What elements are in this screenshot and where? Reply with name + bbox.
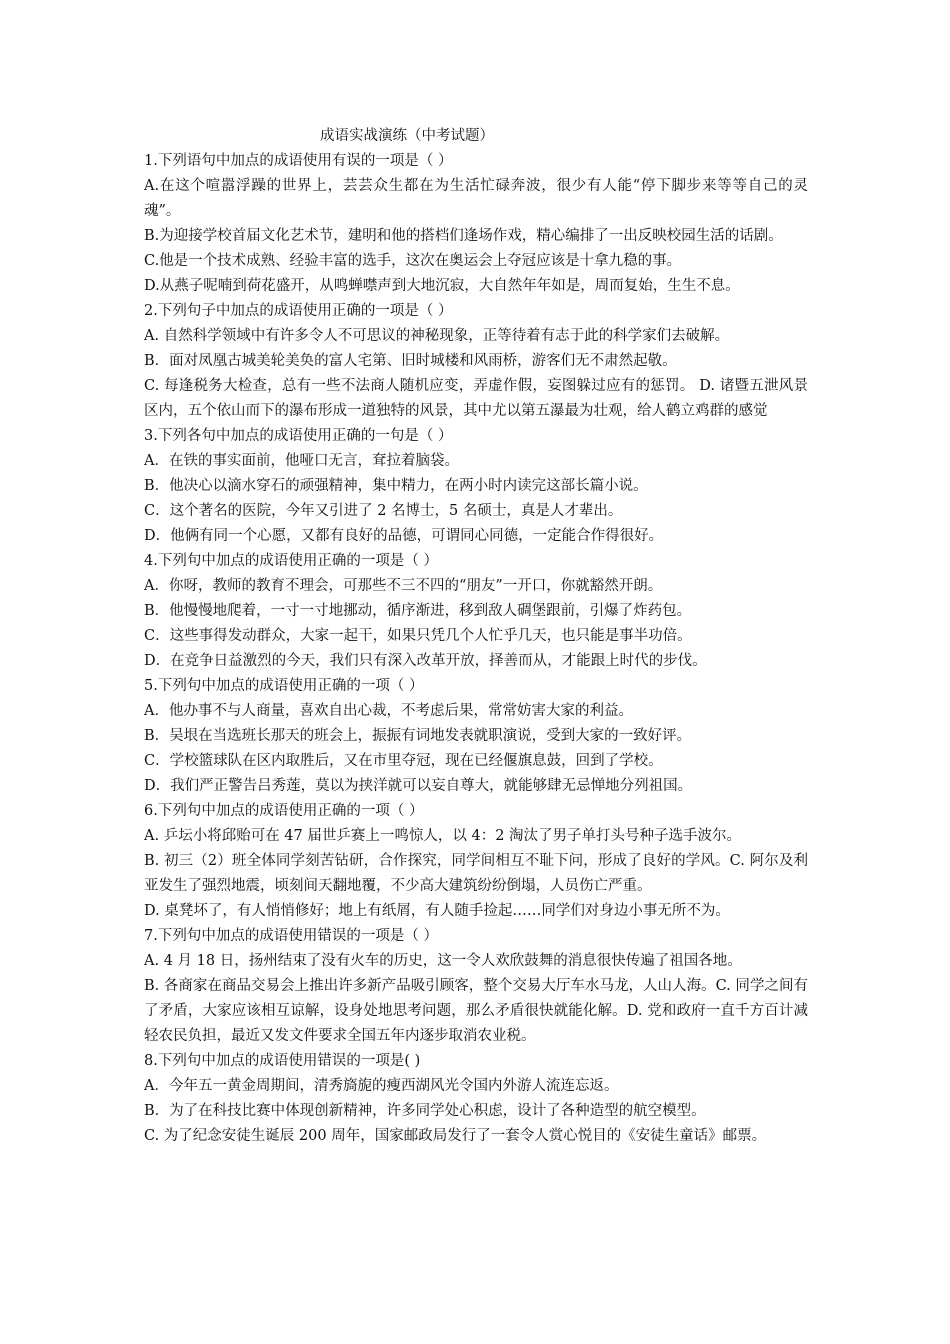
- question-1-option-d: D.从燕子呢喃到荷花盛开，从鸣蝉噤声到大地沉寂，大自然年年如是，周而复始，生生不息。: [144, 278, 740, 294]
- question-8-option-a: A．今年五一黄金周期间，清秀旖旎的瘦西湖风光令国内外游人流连忘返。: [144, 1078, 619, 1094]
- question-5-option-a: A．他办事不与人商量，喜欢自出心裁，不考虑后果，常常妨害大家的利益。: [144, 703, 633, 719]
- question-7-option-a: A. 4 月 18 日，扬州结束了没有火车的历史，这一令人欢欣鼓舞的消息很快传遍了祖国各地。: [144, 953, 742, 969]
- question-3-option-b: B．他决心以滴水穿石的顽强精神，集中精力，在两小时内读完这部长篇小说。: [144, 478, 648, 494]
- question-3-option-a: A．在铁的事实面前，他哑口无言，耷拉着脑袋。: [144, 453, 459, 469]
- question-6-option-a: A. 乒坛小将邱贻可在 47 届世乒赛上一鸣惊人，以 4：2 淘汰了男子单打头号种子选手波尔。: [144, 828, 742, 844]
- question-1-option-a: A.在这个喧嚣浮躁的世界上，芸芸众生都在为生活忙碌奔波，很少有人能“停下脚步来等等自己的灵魂”。: [144, 178, 808, 219]
- question-5-stem: 5.下列句中加点的成语使用正确的一项（ ）: [144, 678, 424, 694]
- document-page: [144, 124, 808, 1149]
- question-3-stem: 3.下列各句中加点的成语使用正确的一句是（ ）: [144, 428, 453, 444]
- question-6-stem: 6.下列句中加点的成语使用正确的一项（ ）: [144, 803, 424, 819]
- question-7-option-b-c-d: B. 各商家在商品交易会上推出许多新产品吸引顾客，整个交易大厅车水马龙，人山人海。C. 同学之间有了矛盾，大家应该相互谅解，设身处地思考问题，那么矛盾很快就能化解。D. 党和政府一直千方百计减轻农民负担，最近又发文件要求全国五年内逐步取消农业税。: [144, 978, 808, 1044]
- question-1-option-b: B.为迎接学校首届文化艺术节，建明和他的搭档们逢场作戏，精心编排了一出反映校园生活的话剧。: [144, 228, 783, 244]
- question-8-option-b: B．为了在科技比赛中体现创新精神，许多同学处心积虑，设计了各种造型的航空模型。: [144, 1103, 706, 1119]
- question-4-option-a: A．你呀，教师的教育不理会，可那些不三不四的“朋友”一开口，你就豁然开朗。: [144, 578, 663, 594]
- document-title: 成语实战演练（中考试题）: [320, 128, 494, 144]
- question-4-option-d: D．在竞争日益激烈的今天，我们只有深入改革开放，择善而从，才能跟上时代的步伐。: [144, 653, 707, 669]
- question-5-option-d: D．我们严正警告吕秀莲，莫以为挟洋就可以妄自尊大，就能够肆无忌惮地分列祖国。: [144, 778, 693, 794]
- question-3-option-c: C．这个著名的医院，今年又引进了 2 名博士，5 名硕士，真是人才辈出。: [144, 503, 623, 519]
- question-8-option-c: C. 为了纪念安徒生诞辰 200 周年，国家邮政局发行了一套令人赏心悦目的《安徒生童话》邮票。: [144, 1128, 767, 1144]
- question-1-option-c: C.他是一个技术成熟、经验丰富的选手，这次在奥运会上夺冠应该是十拿九稳的事。: [144, 253, 682, 269]
- question-4-option-c: C．这些事得发动群众，大家一起干，如果只凭几个人忙乎几天，也只能是事半功倍。: [144, 628, 692, 644]
- question-list: [144, 149, 808, 1149]
- question-3-option-d: D．他俩有同一个心愿，又都有良好的品德，可谓同心同德，一定能合作得很好。: [144, 528, 664, 544]
- question-8-stem: 8.下列句中加点的成语使用错误的一项是( ): [144, 1053, 421, 1069]
- question-2-option-c-d: C. 每逢税务大检查，总有一些不法商人随机应变，弄虚作假，妄图躲过应有的惩罚。 D. 诸暨五泄风景区内，五个依山而下的瀑布形成一道独特的风景，其中尤以第五瀑最为壮观，给人鹤立鸡群的感觉: [144, 378, 808, 419]
- question-2-option-b: B．面对凤凰古城美轮美奂的富人宅第、旧时城楼和风雨桥，游客们无不肃然起敬。: [144, 353, 677, 369]
- question-7-stem: 7.下列句中加点的成语使用错误的一项是（ ）: [144, 928, 438, 944]
- question-4-stem: 4.下列句中加点的成语使用正确的一项是（ ）: [144, 553, 438, 569]
- question-5-option-c: C．学校篮球队在区内取胜后，又在市里夺冠，现在已经偃旗息鼓，回到了学校。: [144, 753, 663, 769]
- question-6-option-d: D. 桌凳坏了，有人悄悄修好；地上有纸屑，有人随手捡起……同学们对身边小事无所不为。: [144, 903, 730, 919]
- question-1-stem: 1.下列语句中加点的成语使用有误的一项是（ ）: [144, 153, 453, 169]
- question-2-option-a: A. 自然科学领域中有许多令人不可思议的神秘现象，正等待着有志于此的科学家们去破解。: [144, 328, 730, 344]
- question-5-option-b: B．吴垠在当选班长那天的班会上，振振有词地发表就职演说，受到大家的一致好评。: [144, 728, 692, 744]
- question-6-option-b-c: B. 初三（2）班全体同学刻苦钻研，合作探究，同学间相互不耻下问，形成了良好的学风。C. 阿尔及利亚发生了强烈地震，顷刻间天翻地覆，不少高大建筑纷纷倒塌，人员伤亡严重。: [144, 853, 808, 894]
- question-4-option-b: B．他慢慢地爬着，一寸一寸地挪动，循序渐进，移到敌人碉堡跟前，引爆了炸药包。: [144, 603, 692, 619]
- question-2-stem: 2.下列句子中加点的成语使用正确的一项是（ ）: [144, 303, 453, 319]
